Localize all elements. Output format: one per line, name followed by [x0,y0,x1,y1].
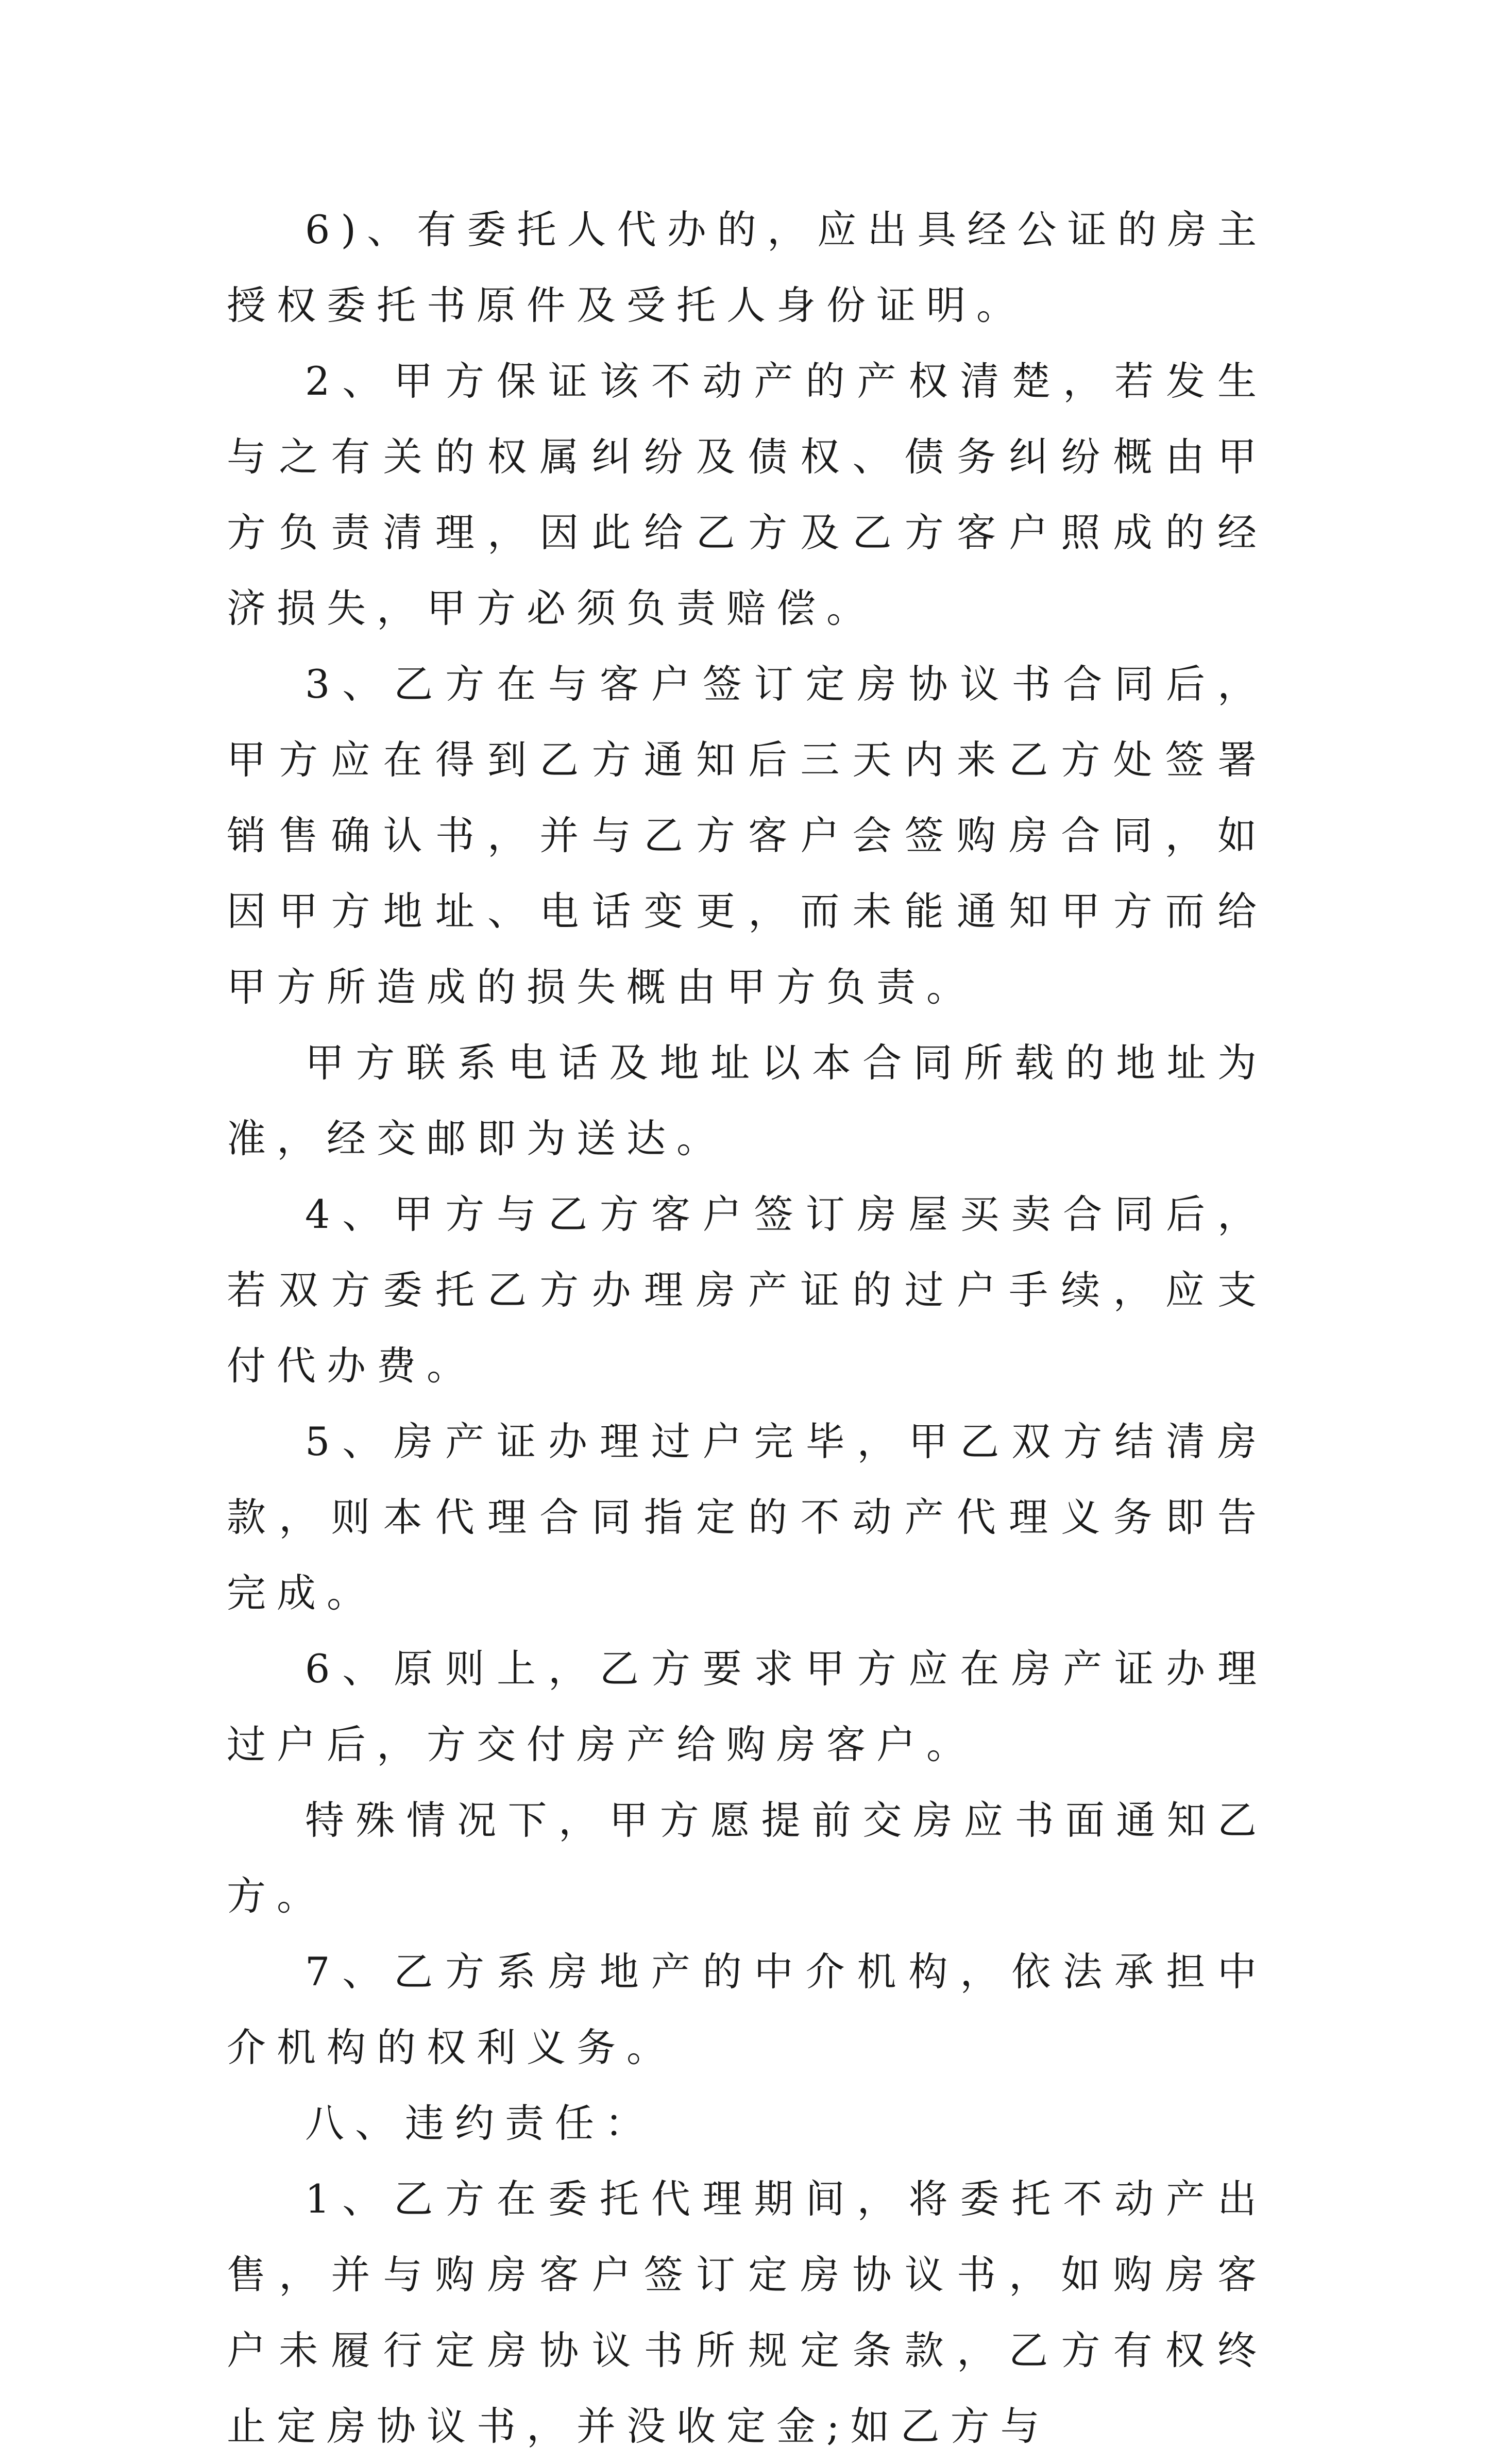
paragraph-4-transfer-fee: 4、甲方与乙方客户签订房屋买卖合同后，若双方委托乙方办理房产证的过户手续，应支付代办费。 [227,1191,1267,1389]
paragraph-7-agency-rights: 7、乙方系房地产的中介机构，依法承担中介机构的权利义务。 [227,1949,1267,2070]
paragraph-1-breach: 1、乙方在委托代理期间，将委托不动产出售，并与购房客户签订定房协议书，如购房客户未履行定房协议书所规定条款，乙方有权终止定房协议书，并没收定金;如乙方与 [227,2176,1267,2449]
paragraph-6-handover: 6、原则上，乙方要求甲方应在房产证办理过户后，方交付房产给购房客户。 [227,1646,1267,1767]
paragraph-5-completion: 5、房产证办理过户完毕，甲乙双方结清房款，则本代理合同指定的不动产代理义务即告完成。 [227,1419,1267,1616]
paragraph-2-property-rights: 2、甲方保证该不动产的产权清楚，若发生与之有关的权属纠纷及债权、债务纠纷概由甲方负责清理，因此给乙方及乙方客户照成的经济损失，甲方必须负责赔偿。 [227,358,1267,631]
document-page [227,192,1267,2464]
paragraph-special-circumstances: 特殊情况下，甲方愿提前交房应书面通知乙方。 [227,1797,1267,1919]
paragraph-6-entrusted-agent: 6)、有委托人代办的，应出具经公证的房主授权委托书原件及受托人身份证明。 [227,207,1267,328]
section-heading-liability: 八、违约责任： [305,2100,655,2146]
paragraph-contact-address: 甲方联系电话及地址以本合同所载的地址为准，经交邮即为送达。 [227,1040,1267,1161]
paragraph-3-sales-confirmation: 3、乙方在与客户签订定房协议书合同后，甲方应在得到乙方通知后三天内来乙方处签署销售确认书，并与乙方客户会签购房合同，如因甲方地址、电话变更，而未能通知甲方而给甲方所造成的损失概由甲方负责。 [227,661,1267,1010]
